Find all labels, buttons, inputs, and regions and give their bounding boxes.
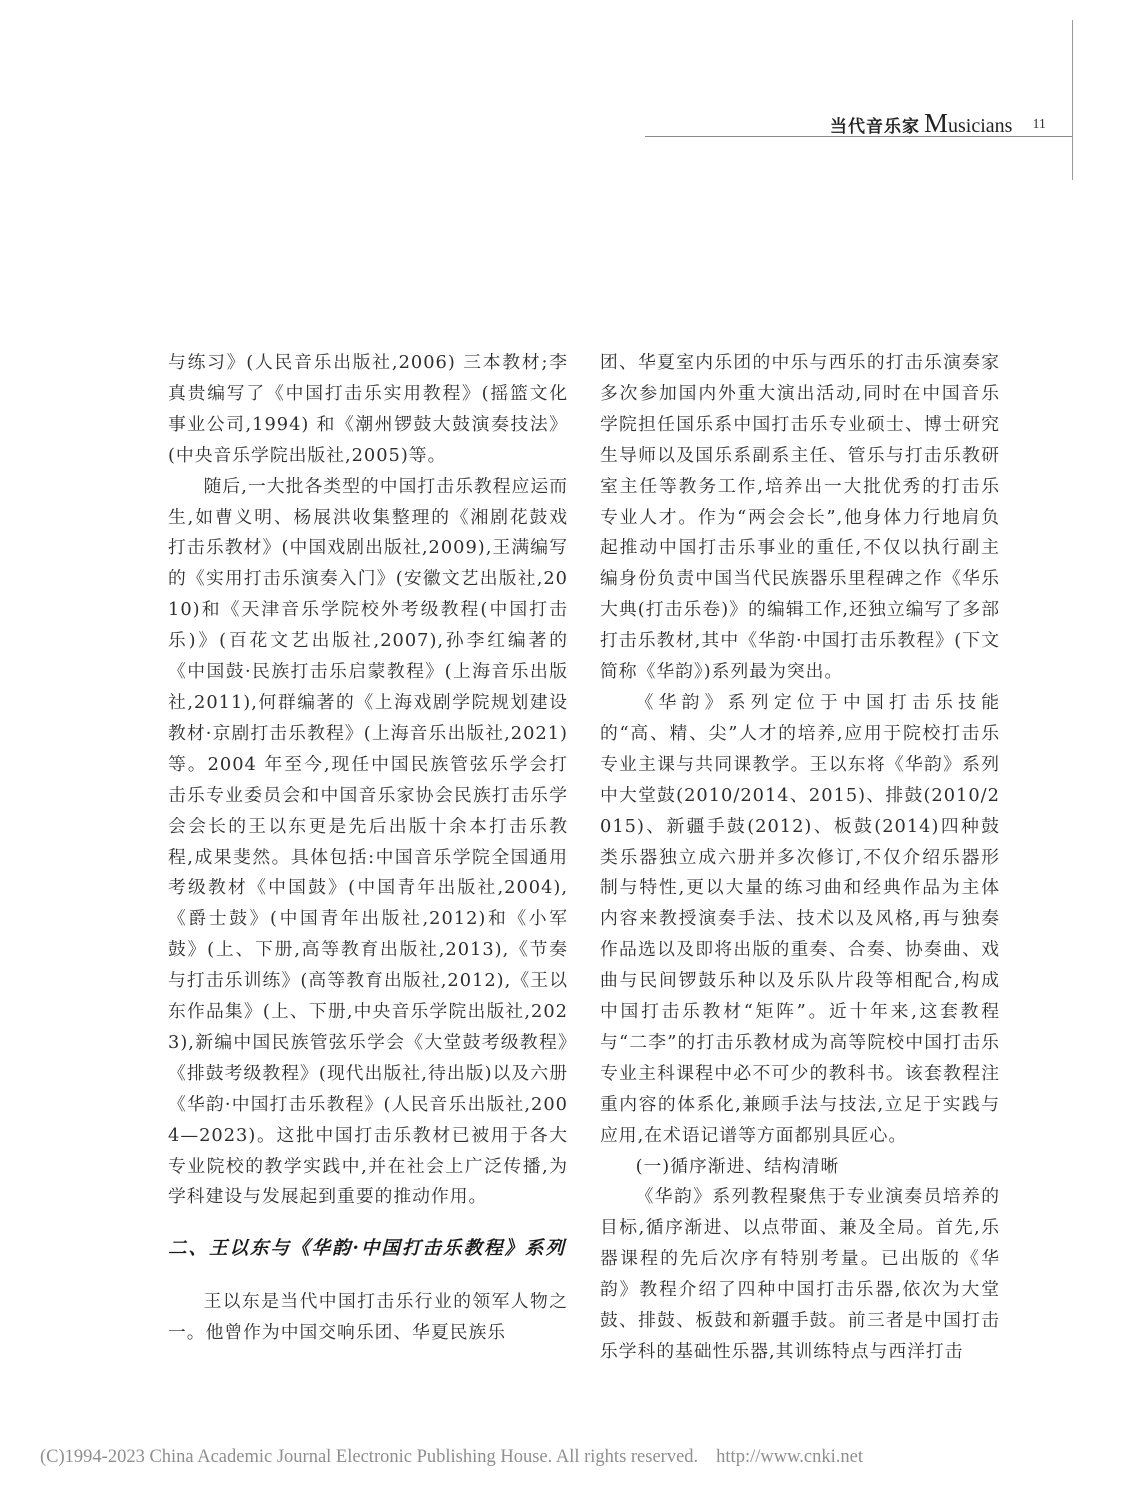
- subsection-heading: (一)循序渐进、结构清晰: [635, 1155, 840, 1177]
- running-header: [830, 108, 1070, 138]
- right-column: [600, 348, 1000, 1368]
- journal-name-en-rest: usicians: [948, 115, 1013, 137]
- section-heading: 二、王以东与《华韵·中国打击乐教程》系列: [168, 1238, 566, 1260]
- paragraph: 团、华夏室内乐团的中乐与西乐的打击乐演奏家多次参加国内外重大演出活动,同时在中国音乐学院担任国乐系中国打击乐专业硕士、博士研究生导师以及国乐系副系主任、管乐与打击乐教研室主任等教务工作,培养出一大批优秀的打击乐专业人才。作为“两会会长”,他身体力行地肩负起推动中国打击乐事业的重任,不仅以执行副主编身份负责中国当代民族器乐里程碑之作《华乐大典(打击乐卷)》的编辑工作,还独立编写了多部打击乐教材,其中《华韵·中国打击乐教程》(下文简称《华韵》)系列最为突出。: [600, 352, 1000, 683]
- paragraph: 王以东是当代中国打击乐行业的领军人物之一。他曾作为中国交响乐团、华夏民族乐: [168, 1291, 568, 1344]
- paragraph: 《华韵》系列教程聚焦于专业演奏员培养的目标,循序渐进、以点带面、兼及全局。首先,乐器课程的先后次序有特别考量。已出版的《华韵》教程介绍了四种中国打击乐器,依次为大堂鼓、排鼓、板鼓和新疆手鼓。前三者是中国打击乐学科的基础性乐器,其训练特点与西洋打击: [600, 1186, 1000, 1362]
- journal-name-en: [924, 108, 1013, 138]
- copyright-footer: [40, 1447, 1100, 1468]
- journal-name-cn: 当代音乐家: [830, 117, 920, 137]
- footer-url: http://www.cnki.net: [716, 1447, 863, 1467]
- left-column: [168, 348, 568, 1349]
- header-vertical-rule: [1072, 20, 1073, 180]
- journal-name-en-initial: M: [924, 108, 949, 138]
- page-number: 11: [1032, 117, 1046, 132]
- paragraph: 随后,一大批各类型的中国打击乐教程应运而生,如曹义明、杨展洪收集整理的《湘剧花鼓戏打击乐教材》(中国戏剧出版社,2009),王满编写的《实用打击乐演奏入门》(安徽文艺出版社,2010)和《天津音乐学院校外考级教程(中国打击乐)》(百花文艺出版社,2007),孙李红编著的《中国鼓·民族打击乐启蒙教程》(上海音乐出版社,2011),何群编著的《上海戏剧学院规划建设教材·京剧打击乐教程》(上海音乐出版社,2021)等。2004 年至今,现任中国民族管弦乐学会打击乐专业委员会和中国音乐家协会民族打击乐学会会长的王以东更是先后出版十余本打击乐教程,成果斐然。具体包括:中国音乐学院全国通用考级教材《中国鼓》(中国青年出版社,2004),《爵士鼓》(中国青年出版社,2012)和《小军鼓》(上、下册,高等教育出版社,2013),《节奏与打击乐训练》(高等教育出版社,2012),《王以东作品集》(上、下册,中央音乐学院出版社,2023),新编中国民族管弦乐学会《大堂鼓考级教程》《排鼓考级教程》(现代出版社,待出版)以及六册《华韵·中国打击乐教程》(人民音乐出版社,2004—2023)。这批中国打击乐教材已被用于各大专业院校的教学实践中,并在社会上广泛传播,为学科建设与发展起到重要的推动作用。: [168, 475, 568, 1208]
- copyright-text: (C)1994-2023 China Academic Journal Electronic Publishing House. All rights reserved.: [40, 1447, 699, 1467]
- paragraph: 《华韵》系列定位于中国打击乐技能的“高、精、尖”人才的培养,应用于院校打击乐专业主课与共同课教学。王以东将《华韵》系列中大堂鼓(2010/2014、2015)、排鼓(2010/2015)、新疆手鼓(2012)、板鼓(2014)四种鼓类乐器独立成六册并多次修订,不仅介绍乐器形制与特性,更以大量的练习曲和经典作品为主体内容来教授演奏手法、技术以及风格,再与独奏作品选以及即将出版的重奏、合奏、协奏曲、戏曲与民间锣鼓乐种以及乐队片段等相配合,构成中国打击乐教材“矩阵”。近十年来,这套教程与“二李”的打击乐教材成为高等院校中国打击乐专业主科课程中必不可少的教科书。该套教程注重内容的体系化,兼顾手法与技法,立足于实践与应用,在术语记谱等方面都别具匠心。: [600, 691, 1000, 1146]
- paragraph: 与练习》(人民音乐出版社,2006) 三本教材;李真贵编写了《中国打击乐实用教程》(摇篮文化事业公司,1994) 和《潮州锣鼓大鼓演奏技法》(中央音乐学院出版社,2005)等。: [168, 352, 568, 466]
